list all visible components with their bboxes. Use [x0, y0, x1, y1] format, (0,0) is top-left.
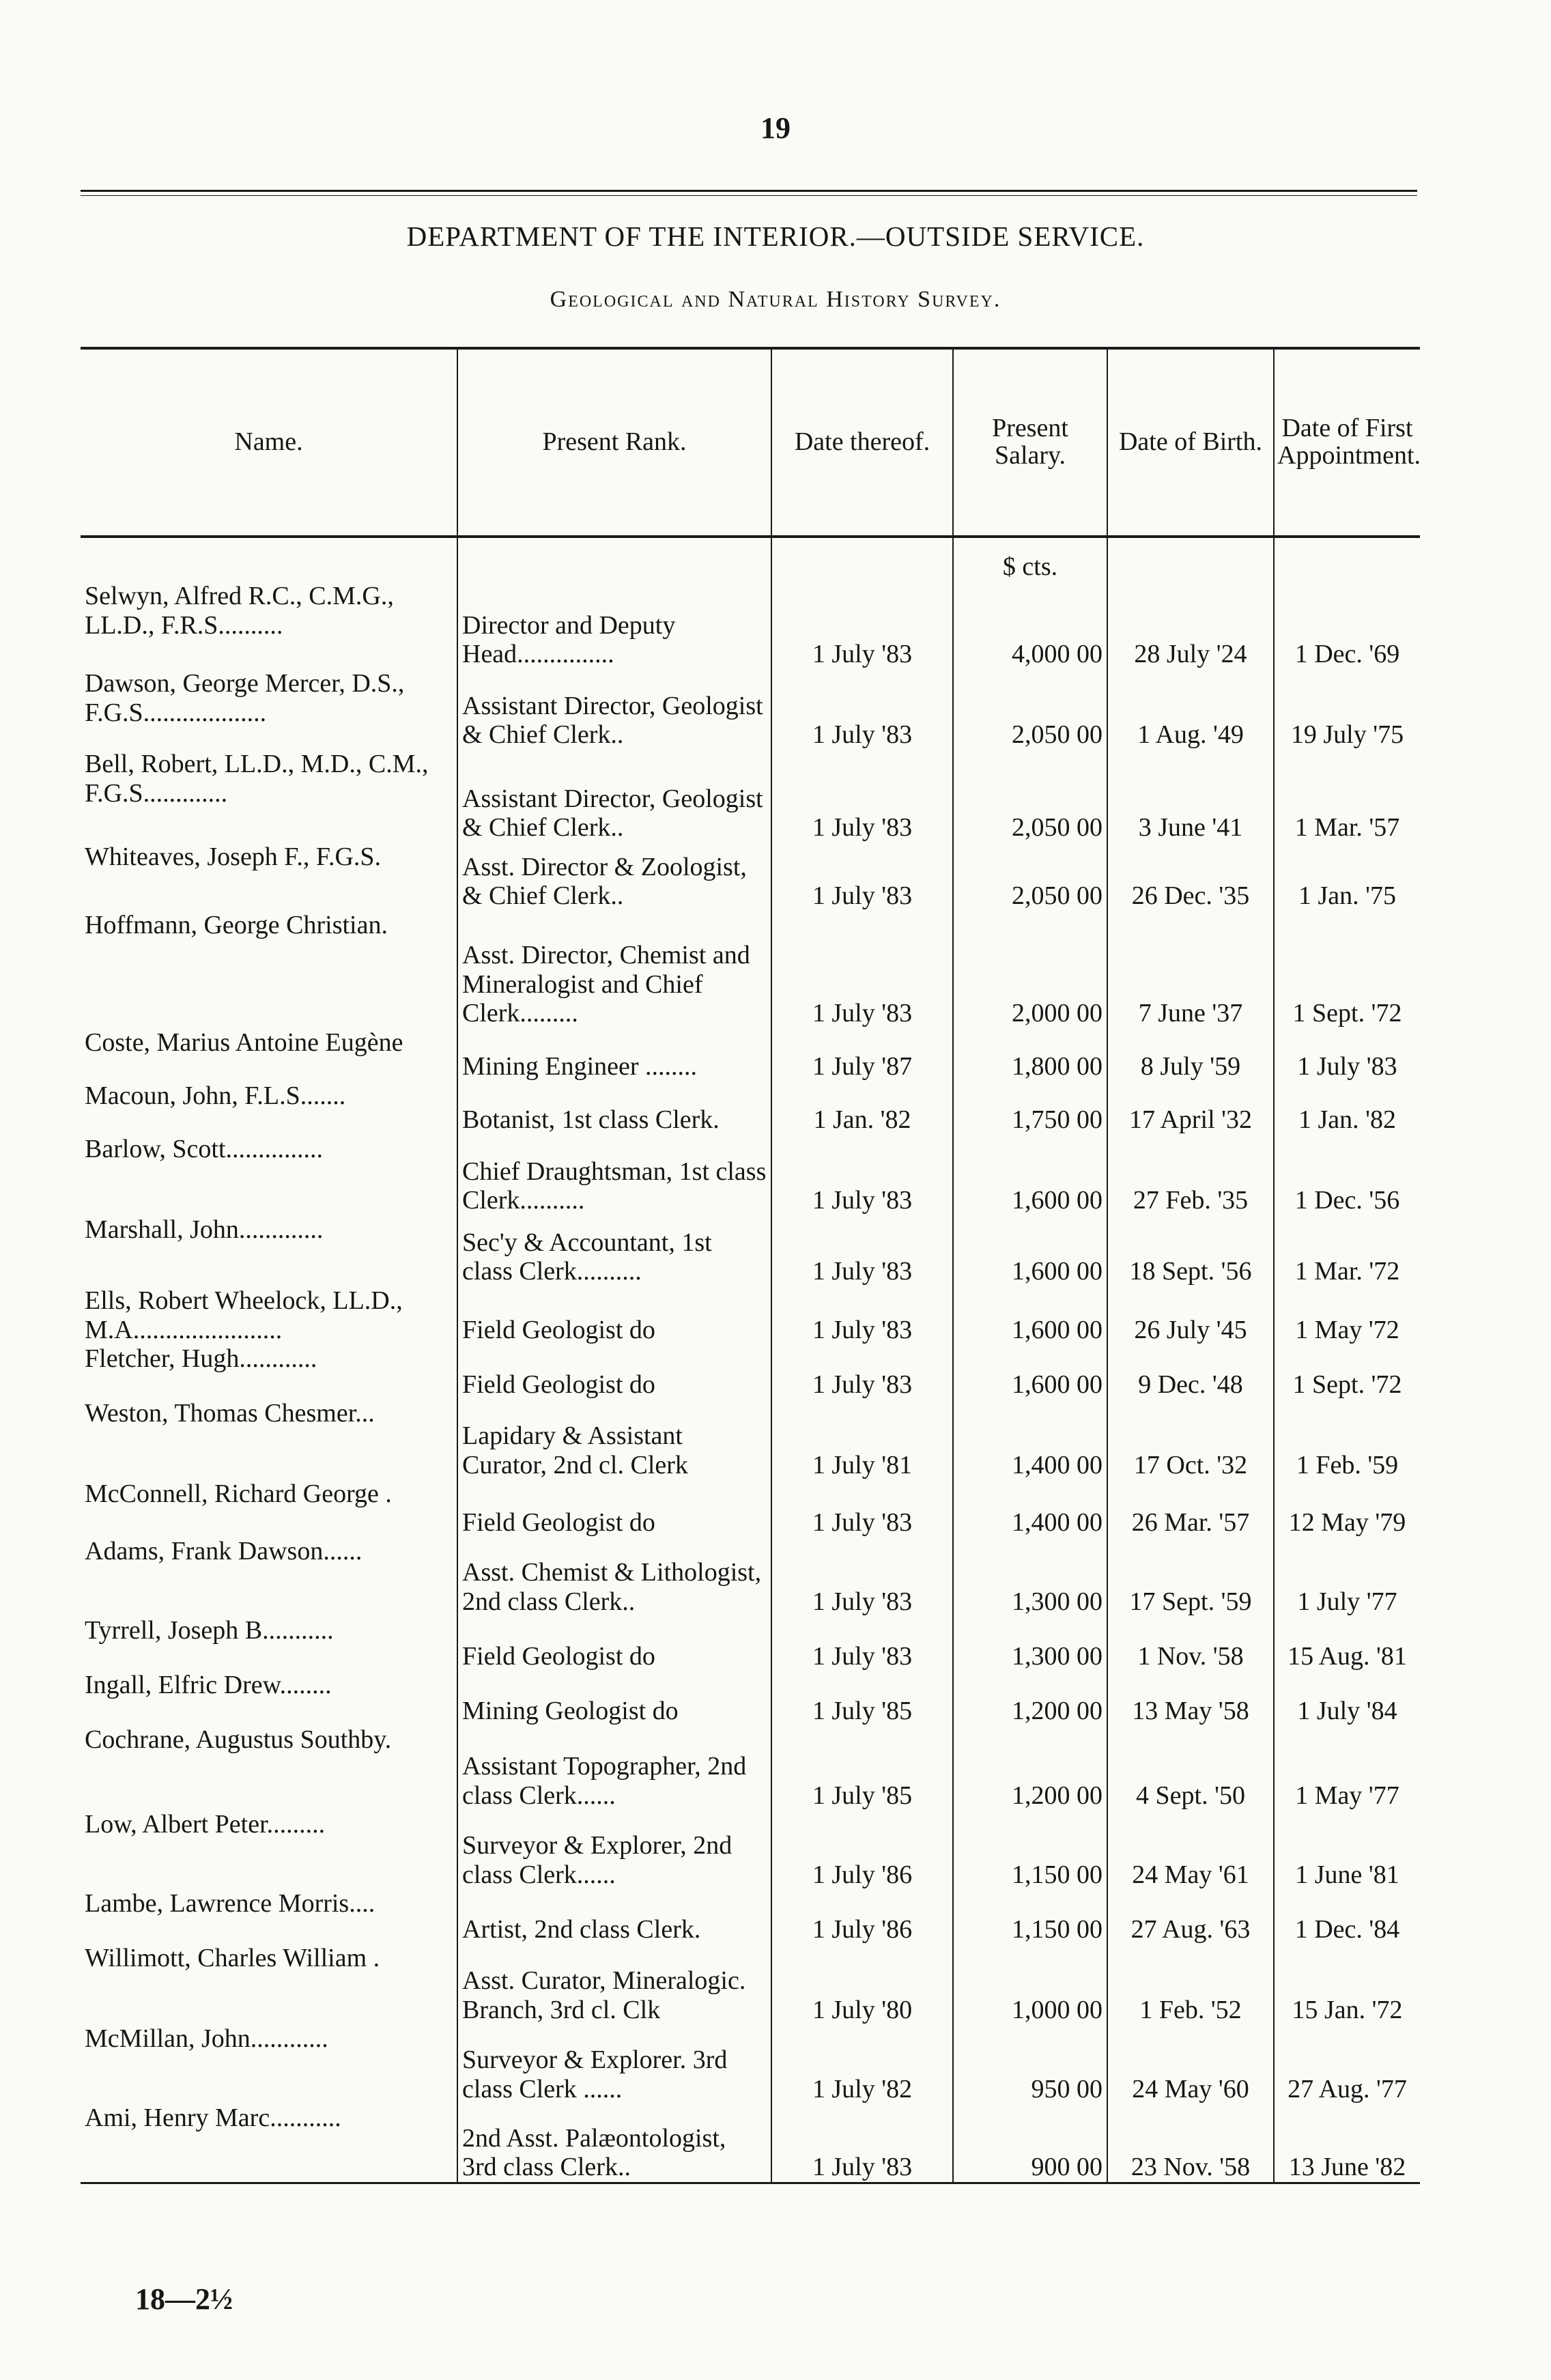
cell-date: 1 July '83: [771, 911, 953, 1028]
cell-birth: 1 Aug. '49: [1107, 669, 1274, 750]
cell-date: 1 July '83: [771, 2103, 953, 2183]
table-row: [81, 2024, 1420, 2103]
table-row: [81, 582, 1420, 669]
cell-salary: 1,200 00: [953, 1725, 1107, 1810]
header-appointment: Date of First Appointment.: [1274, 348, 1420, 537]
cell-name: Coste, Marius Antoine Eugène: [85, 1028, 403, 1057]
header-name: Name.: [81, 348, 457, 537]
table-row: [81, 750, 1420, 842]
table-row: [81, 1810, 1420, 1889]
cell-appointment: 1 June '81: [1274, 1810, 1420, 1889]
cell-date: 1 July '83: [771, 1479, 953, 1537]
cell-name: Macoun, John, F.L.S.......: [85, 1081, 346, 1110]
currency-row: [81, 537, 1420, 582]
cell-date: 1 July '86: [771, 1889, 953, 1944]
cell-name: Hoffmann, George Christian.: [85, 911, 388, 939]
cell-birth: 4 Sept. '50: [1107, 1725, 1274, 1810]
cell-date: 1 July '83: [771, 582, 953, 669]
cell-birth: 28 July '24: [1107, 582, 1274, 669]
cell-name: Low, Albert Peter.........: [85, 1810, 326, 1839]
cell-salary: 4,000 00: [953, 582, 1107, 669]
survey-title: Geological and Natural History Survey.: [550, 287, 1001, 312]
cell-rank: Asst. Curator, Mineralogic. Branch, 3rd cl. Clk: [457, 1944, 771, 2024]
table-row: [81, 911, 1420, 1028]
header-rank: Present Rank.: [457, 348, 771, 537]
cell-date: 1 July '83: [771, 1215, 953, 1286]
cell-appointment: 1 May '72: [1274, 1286, 1420, 1344]
cell-name: Willimott, Charles William .: [85, 1944, 380, 1973]
cell-rank: Mining Engineer ........: [457, 1028, 771, 1081]
cell-rank: Botanist, 1st class Clerk.: [457, 1081, 771, 1135]
cell-salary: 950 00: [953, 2024, 1107, 2103]
cell-name: Barlow, Scott...............: [85, 1135, 324, 1163]
cell-name: Adams, Frank Dawson......: [85, 1537, 362, 1566]
cell-date: 1 July '83: [771, 1616, 953, 1671]
cell-date: 1 July '85: [771, 1725, 953, 1810]
cell-date: 1 July '85: [771, 1671, 953, 1725]
cell-birth: 9 Dec. '48: [1107, 1344, 1274, 1399]
cell-appointment: 1 Sept. '72: [1274, 911, 1420, 1028]
cell-appointment: 12 May '79: [1274, 1479, 1420, 1537]
cell-appointment: 27 Aug. '77: [1274, 2024, 1420, 2103]
cell-salary: 1,200 00: [953, 1671, 1107, 1725]
cell-date: 1 July '86: [771, 1810, 953, 1889]
header-birth: Date of Birth.: [1107, 348, 1274, 537]
cell-salary: 2,000 00: [953, 911, 1107, 1028]
cell-salary: 2,050 00: [953, 669, 1107, 750]
cell-salary: 1,400 00: [953, 1479, 1107, 1537]
table-row: [81, 2103, 1420, 2183]
cell-birth: 17 April '32: [1107, 1081, 1274, 1135]
cell-rank: Artist, 2nd class Clerk.: [457, 1889, 771, 1944]
cell-birth: 26 Dec. '35: [1107, 842, 1274, 911]
table-header-row: [81, 348, 1420, 537]
cell-salary: 1,600 00: [953, 1135, 1107, 1215]
cell-rank: Mining Geologist do: [457, 1671, 771, 1725]
cell-rank: Asst. Chemist & Lithologist, 2nd class Clerk..: [457, 1537, 771, 1616]
cell-name: Lambe, Lawrence Morris....: [85, 1889, 375, 1918]
cell-appointment: 15 Aug. '81: [1274, 1616, 1420, 1671]
cell-appointment: 13 June '82: [1274, 2103, 1420, 2183]
table-row: [81, 1286, 1420, 1344]
staff-table: [81, 347, 1420, 2192]
table-row: [81, 669, 1420, 750]
cell-name: Fletcher, Hugh............: [85, 1344, 317, 1374]
table-row: [81, 1537, 1420, 1616]
cell-date: 1 July '81: [771, 1399, 953, 1479]
cell-rank: Sec'y & Accountant, 1st class Clerk..........: [457, 1215, 771, 1286]
table-row: [81, 1399, 1420, 1479]
cell-rank: 2nd Asst. Palæontologist, 3rd class Clerk..: [457, 2103, 771, 2183]
header-date: Date thereof.: [771, 348, 953, 537]
cell-rank: Surveyor & Explorer, 2nd class Clerk......: [457, 1810, 771, 1889]
table-row: [81, 1725, 1420, 1810]
cell-date: 1 July '80: [771, 1944, 953, 2024]
table-row: [81, 1028, 1420, 1081]
cell-appointment: 1 Jan. '82: [1274, 1081, 1420, 1135]
department-title: DEPARTMENT OF THE INTERIOR.—OUTSIDE SERVICE.: [406, 221, 1145, 252]
cell-rank: Director and Deputy Head...............: [457, 582, 771, 669]
cell-appointment: 1 Jan. '75: [1274, 842, 1420, 911]
cell-name: Tyrrell, Joseph B...........: [85, 1616, 334, 1645]
cell-rank: Chief Draughtsman, 1st class Clerk..........: [457, 1135, 771, 1215]
cell-appointment: 1 Dec. '84: [1274, 1889, 1420, 1944]
cell-salary: 1,750 00: [953, 1081, 1107, 1135]
cell-name: McConnell, Richard George .: [85, 1479, 392, 1509]
top-rule: [81, 190, 1417, 192]
cell-appointment: 1 July '77: [1274, 1537, 1420, 1616]
table-row: [81, 1889, 1420, 1944]
top-rule-thin: [81, 195, 1417, 196]
cell-birth: 27 Feb. '35: [1107, 1135, 1274, 1215]
cell-salary: 1,300 00: [953, 1616, 1107, 1671]
cell-salary: 900 00: [953, 2103, 1107, 2183]
table-row: [81, 1479, 1420, 1537]
cell-rank: Assistant Director, Geologist & Chief Clerk..: [457, 669, 771, 750]
cell-date: 1 Jan. '82: [771, 1081, 953, 1135]
cell-appointment: 1 Mar. '57: [1274, 750, 1420, 842]
cell-birth: 24 May '61: [1107, 1810, 1274, 1889]
cell-salary: 2,050 00: [953, 750, 1107, 842]
cell-name: McMillan, John............: [85, 2024, 328, 2054]
cell-date: 1 July '83: [771, 750, 953, 842]
bottom-rule: [81, 2183, 1420, 2192]
cell-rank: Asst. Director, Chemist and Mineralogist and Chief Clerk.........: [457, 911, 771, 1028]
table-row: [81, 1081, 1420, 1135]
table-row: [81, 1616, 1420, 1671]
cell-birth: 26 July '45: [1107, 1286, 1274, 1344]
table-row: [81, 842, 1420, 911]
cell-birth: 3 June '41: [1107, 750, 1274, 842]
cell-birth: 24 May '60: [1107, 2024, 1274, 2103]
cell-appointment: 1 Dec. '56: [1274, 1135, 1420, 1215]
cell-birth: 26 Mar. '57: [1107, 1479, 1274, 1537]
cell-salary: 1,150 00: [953, 1889, 1107, 1944]
cell-rank: Field Geologist do: [457, 1286, 771, 1344]
cell-name: Ingall, Elfric Drew........: [85, 1671, 332, 1700]
cell-name: Weston, Thomas Chesmer...: [85, 1399, 375, 1428]
cell-birth: 18 Sept. '56: [1107, 1215, 1274, 1286]
cell-rank: Field Geologist do: [457, 1479, 771, 1537]
cell-date: 1 July '83: [771, 1537, 953, 1616]
cell-appointment: 1 July '83: [1274, 1028, 1420, 1081]
cell-name: Bell, Robert, LL.D., M.D., C.M., F.G.S.............: [85, 750, 429, 808]
cell-salary: 1,600 00: [953, 1344, 1107, 1399]
cell-appointment: 1 July '84: [1274, 1671, 1420, 1725]
table-row: [81, 1215, 1420, 1286]
cell-date: 1 July '83: [771, 669, 953, 750]
cell-salary: 1,800 00: [953, 1028, 1107, 1081]
cell-name: Ami, Henry Marc...........: [85, 2103, 341, 2133]
cell-salary: 1,600 00: [953, 1215, 1107, 1286]
cell-rank: Asst. Director & Zoologist, & Chief Clerk..: [457, 842, 771, 911]
cell-birth: 23 Nov. '58: [1107, 2103, 1274, 2183]
cell-birth: 17 Oct. '32: [1107, 1399, 1274, 1479]
cell-rank: Assistant Director, Geologist & Chief Clerk..: [457, 750, 771, 842]
cell-name: Ells, Robert Wheelock, LL.D., M.A.......................: [85, 1286, 403, 1344]
cell-name: Dawson, George Mercer, D.S., F.G.S...................: [85, 669, 405, 727]
cell-rank: Field Geologist do: [457, 1344, 771, 1399]
cell-appointment: 1 Feb. '59: [1274, 1399, 1420, 1479]
table-row: [81, 1671, 1420, 1725]
cell-appointment: 19 July '75: [1274, 669, 1420, 750]
cell-name: Cochrane, Augustus Southby.: [85, 1725, 392, 1755]
cell-appointment: 15 Jan. '72: [1274, 1944, 1420, 2024]
cell-salary: 1,600 00: [953, 1286, 1107, 1344]
cell-name: Selwyn, Alfred R.C., C.M.G., LL.D., F.R.S..........: [85, 582, 394, 640]
cell-rank: Surveyor & Explorer. 3rd class Clerk ......: [457, 2024, 771, 2103]
cell-birth: 1 Feb. '52: [1107, 1944, 1274, 2024]
cell-salary: 1,150 00: [953, 1810, 1107, 1889]
table-row: [81, 1344, 1420, 1399]
cell-salary: 1,300 00: [953, 1537, 1107, 1616]
cell-date: 1 July '83: [771, 842, 953, 911]
cell-name: Whiteaves, Joseph F., F.G.S.: [85, 842, 382, 871]
cell-date: 1 July '83: [771, 1286, 953, 1344]
page-number: 19: [760, 111, 791, 145]
table-row: [81, 1135, 1420, 1215]
header-salary: Present Salary.: [953, 348, 1107, 537]
cell-salary: 2,050 00: [953, 842, 1107, 911]
cell-appointment: 1 May '77: [1274, 1725, 1420, 1810]
cell-birth: 13 May '58: [1107, 1671, 1274, 1725]
cell-rank: Lapidary & Assistant Curator, 2nd cl. Clerk: [457, 1399, 771, 1479]
cell-date: 1 July '87: [771, 1028, 953, 1081]
cell-birth: 7 June '37: [1107, 911, 1274, 1028]
cell-name: Marshall, John.............: [85, 1215, 324, 1244]
salary-unit: $ cts.: [953, 537, 1107, 582]
cell-birth: 17 Sept. '59: [1107, 1537, 1274, 1616]
cell-date: 1 July '83: [771, 1344, 953, 1399]
table-row: [81, 1944, 1420, 2024]
cell-birth: 27 Aug. '63: [1107, 1889, 1274, 1944]
cell-salary: 1,400 00: [953, 1399, 1107, 1479]
cell-rank: Field Geologist do: [457, 1616, 771, 1671]
cell-rank: Assistant Topographer, 2nd class Clerk......: [457, 1725, 771, 1810]
cell-date: 1 July '83: [771, 1135, 953, 1215]
cell-salary: 1,000 00: [953, 1944, 1107, 2024]
cell-appointment: 1 Sept. '72: [1274, 1344, 1420, 1399]
cell-birth: 8 July '59: [1107, 1028, 1274, 1081]
cell-date: 1 July '82: [771, 2024, 953, 2103]
footer-code: 18—2½: [135, 2282, 233, 2316]
cell-appointment: 1 Mar. '72: [1274, 1215, 1420, 1286]
cell-appointment: 1 Dec. '69: [1274, 582, 1420, 669]
cell-birth: 1 Nov. '58: [1107, 1616, 1274, 1671]
table-body: [81, 537, 1420, 2183]
